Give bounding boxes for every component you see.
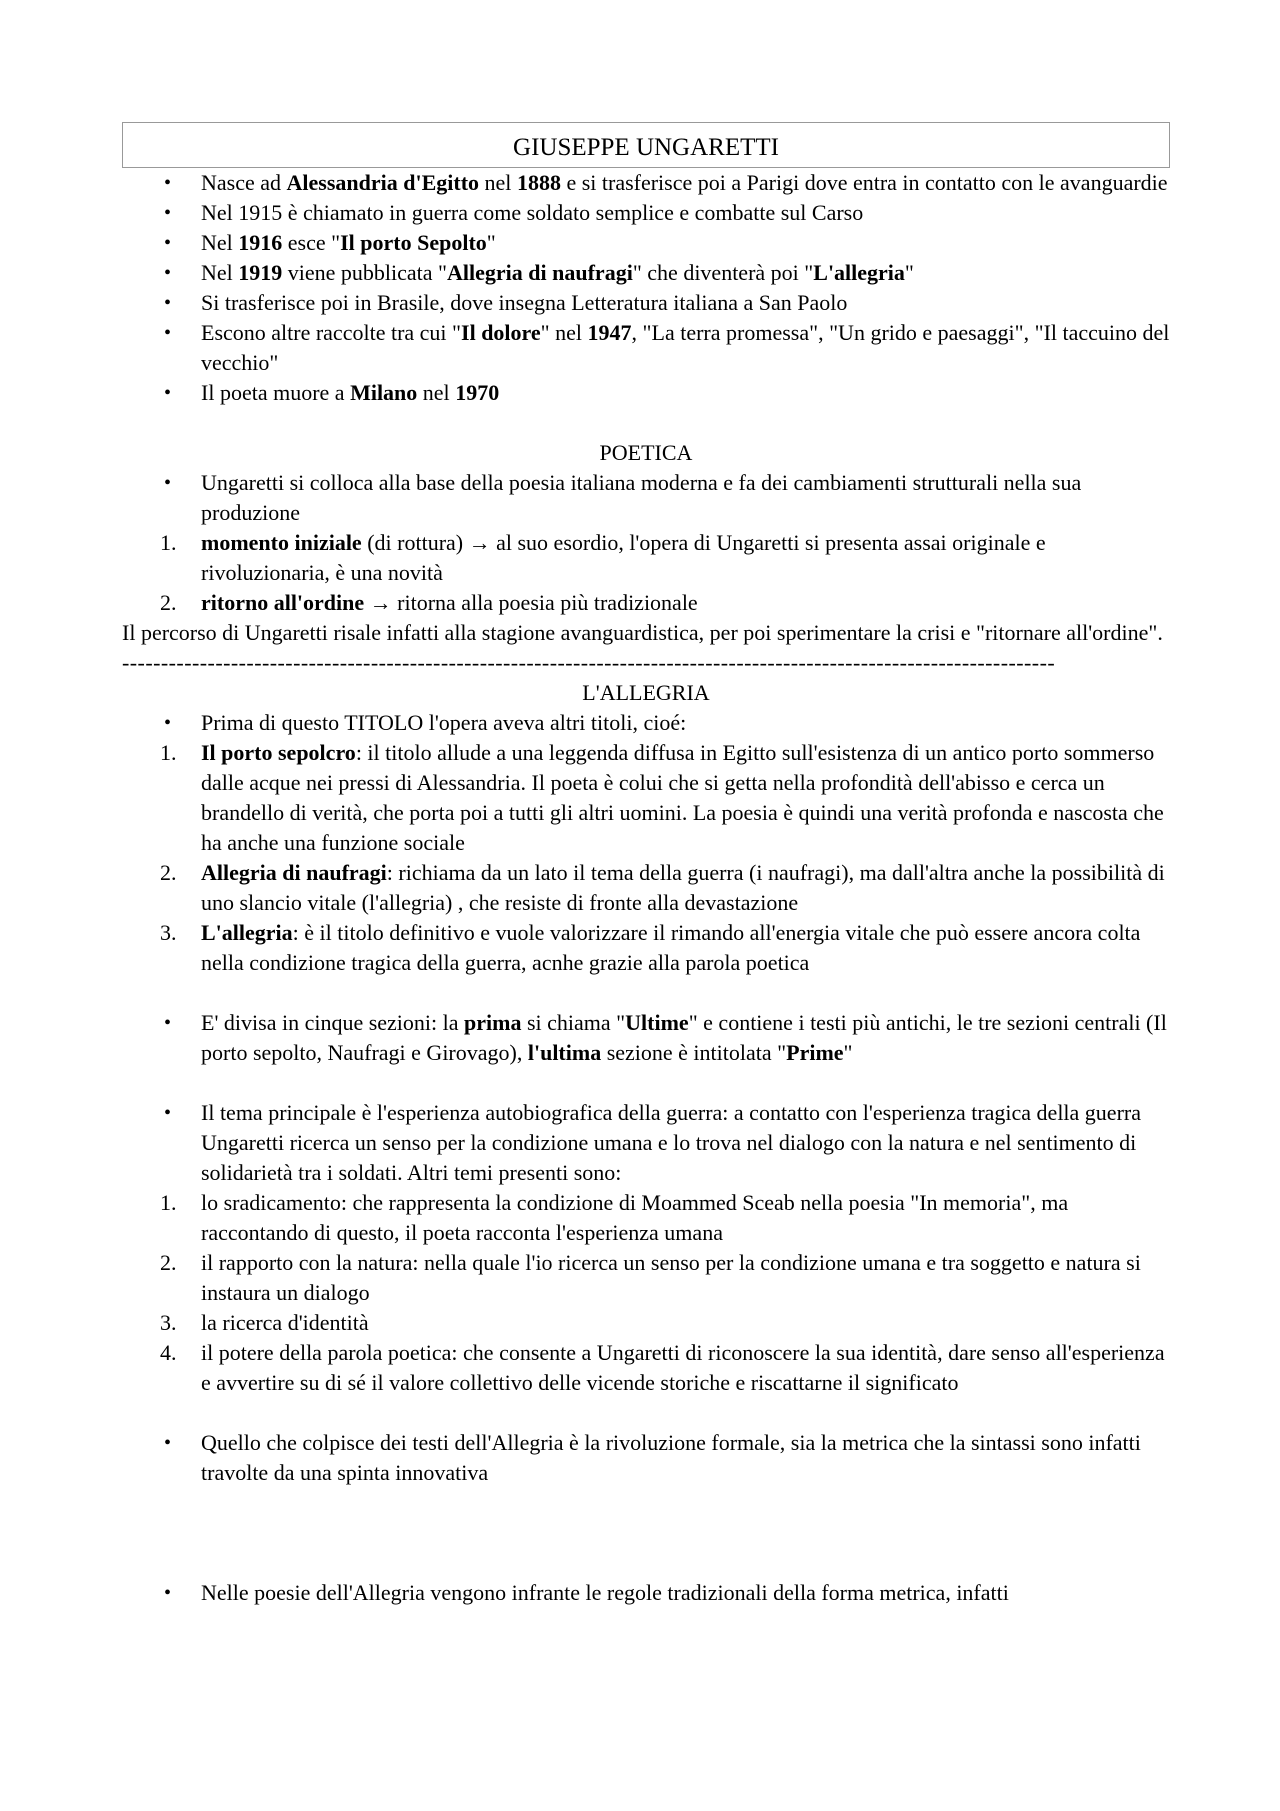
text-run: si chiama " xyxy=(521,1010,626,1035)
bold-text: 1970 xyxy=(455,380,500,405)
list-item xyxy=(122,228,1170,258)
bold-text: Ultime xyxy=(625,1010,689,1035)
allegria-form-list xyxy=(122,1428,1170,1488)
allegria-titles-list xyxy=(122,738,1170,978)
list-item xyxy=(122,378,1170,408)
numbered-item xyxy=(122,918,1170,978)
bold-text: L'allegria xyxy=(813,260,905,285)
text-run: " xyxy=(843,1040,853,1065)
numbered-item xyxy=(122,1248,1170,1308)
bold-text: Il porto Sepolto xyxy=(340,230,487,255)
list-number: 2. xyxy=(160,860,177,885)
allegria-intro-list xyxy=(122,708,1170,738)
text-run: : richiama da un lato il tema della guerra (i naufragi), ma dall'altra anche la possibilità di uno slancio vitale (l'allegria) , che resiste di fronte alla devastazione xyxy=(201,860,1165,915)
text-run: Il tema principale è l'esperienza autobiografica della guerra: a contatto con l'esperienza tragica della guerra Ungaretti ricerca un senso per la condizione umana e lo trova nel dialogo con la natura e nel sentimento di solidarietà tra i soldati. Altri temi presenti sono: xyxy=(201,1100,1141,1185)
poetica-steps-list xyxy=(122,528,1170,618)
list-item xyxy=(122,1578,1170,1608)
text-run: Escono altre raccolte tra cui " xyxy=(201,320,462,345)
bio-list xyxy=(122,168,1170,408)
poetica-paragraph: Il percorso di Ungaretti risale infatti alla stagione avanguardistica, per poi sperimentare la crisi e "ritornare all'ordine". xyxy=(122,620,1163,645)
bullet-icon: • xyxy=(164,292,172,314)
list-number: 1. xyxy=(160,530,177,555)
bullet-icon: • xyxy=(164,322,172,344)
list-item xyxy=(122,168,1170,198)
list-number: 2. xyxy=(160,590,177,615)
bullet-icon: • xyxy=(164,232,172,254)
text-run: → ritorna alla poesia più tradizionale xyxy=(364,590,698,615)
numbered-item xyxy=(122,528,1170,588)
text-run: lo sradicamento: che rappresenta la condizione di Moammed Sceab nella poesia "In memoria", ma raccontando di questo, il poeta racconta l'esperienza umana xyxy=(201,1190,1069,1245)
text-run: " che diventerà poi " xyxy=(632,260,814,285)
text-run: E' divisa in cinque sezioni: la xyxy=(201,1010,465,1035)
list-number: 3. xyxy=(160,1310,177,1335)
list-item xyxy=(122,258,1170,288)
text-run: Nasce ad xyxy=(201,170,287,195)
list-item xyxy=(122,708,1170,738)
bullet-icon: • xyxy=(164,1432,172,1454)
list-item xyxy=(122,288,1170,318)
numbered-item xyxy=(122,1308,1170,1338)
text-run: " xyxy=(904,260,914,285)
bullet-icon: • xyxy=(164,472,172,494)
text-run: Nel xyxy=(201,230,239,255)
text-run: " e contiene i testi più antichi, le tre sezioni centrali (Il porto sepolto, Naufragi e Girovago), xyxy=(201,1010,1167,1065)
text-run: (di rottura) → al suo esordio, l'opera di Ungaretti si presenta assai originale e rivoluzionaria, è una novità xyxy=(201,530,1046,585)
text-run: il potere della parola poetica: che consente a Ungaretti di riconoscere la sua identità, dare senso all'esperienza e avvertire su di sé il valore collettivo delle vicende storiche e riscattarne il significato xyxy=(201,1340,1165,1395)
text-run: Nel xyxy=(201,260,239,285)
text-run: e si trasferisce poi a Parigi dove entra in contatto con le avanguardie xyxy=(560,170,1168,195)
bold-text: Allegria di naufragi xyxy=(201,860,387,885)
text-run: sezione è intitolata " xyxy=(601,1040,787,1065)
bold-text: Allegria di naufragi xyxy=(447,260,633,285)
text-run: Nel 1915 è chiamato in guerra come soldato semplice e combatte sul Carso xyxy=(201,200,864,225)
bold-text: Prime xyxy=(786,1040,844,1065)
list-number: 3. xyxy=(160,920,177,945)
numbered-item xyxy=(122,588,1170,618)
section-heading-poetica: POETICA xyxy=(599,440,693,465)
bold-text: 1919 xyxy=(238,260,283,285)
allegria-themes-list xyxy=(122,1188,1170,1398)
bullet-icon: • xyxy=(164,1582,172,1604)
text-run: : il titolo allude a una leggenda diffusa in Egitto sull'esistenza di un antico porto sommerso dalle acque nei pressi di Alessandria. Il poeta è colui che si getta nella profondità dell'abisso e cerca un brandello di verità, che porta poi a tutti gli altri uomini. La poesia è quindi una verità profonda e nascosta che ha anche una funzione sociale xyxy=(201,740,1164,855)
bullet-icon: • xyxy=(164,1012,172,1034)
poetica-bullet-list xyxy=(122,468,1170,528)
text-run: la ricerca d'identità xyxy=(201,1310,369,1335)
text-run: " nel xyxy=(540,320,588,345)
list-item xyxy=(122,318,1170,378)
text-run: nel xyxy=(417,380,456,405)
list-item xyxy=(122,468,1170,528)
numbered-item xyxy=(122,1188,1170,1248)
bold-text: ritorno all'ordine xyxy=(201,590,365,615)
numbered-item xyxy=(122,858,1170,918)
document-title: GIUSEPPE UNGARETTI xyxy=(122,122,1170,168)
bold-text: 1888 xyxy=(516,170,561,195)
numbered-item xyxy=(122,1338,1170,1398)
bold-text: l'ultima xyxy=(527,1040,602,1065)
list-number: 4. xyxy=(160,1340,177,1365)
allegria-sections-list xyxy=(122,1008,1170,1068)
text-run: Il poeta muore a xyxy=(201,380,351,405)
text-run: Ungaretti si colloca alla base della poesia italiana moderna e fa dei cambiamenti strutturali nella sua produzione xyxy=(201,470,1082,525)
bold-text: Alessandria d'Egitto xyxy=(286,170,480,195)
section-heading-allegria: L'ALLEGRIA xyxy=(582,680,710,705)
text-run: il rapporto con la natura: nella quale l'io ricerca un senso per la condizione umana e tra soggetto e natura si instaura un dialogo xyxy=(201,1250,1141,1305)
list-number: 1. xyxy=(160,1190,177,1215)
text-run: viene pubblicata " xyxy=(282,260,448,285)
bullet-icon: • xyxy=(164,382,172,404)
text-run: nel xyxy=(479,170,517,195)
text-run: Quello che colpisce dei testi dell'Allegria è la rivoluzione formale, sia la metrica che la sintassi sono infatti travolte da una spinta innovativa xyxy=(201,1430,1141,1485)
allegria-metric-list xyxy=(122,1578,1170,1608)
list-number: 2. xyxy=(160,1250,177,1275)
text-run: Si trasferisce poi in Brasile, dove insegna Letteratura italiana a San Paolo xyxy=(201,290,848,315)
allegria-theme-list xyxy=(122,1098,1170,1188)
bullet-icon: • xyxy=(164,712,172,734)
text-run: Nelle poesie dell'Allegria vengono infrante le regole tradizionali della forma metrica, infatti xyxy=(201,1580,1009,1605)
text-run: : è il titolo definitivo e vuole valorizzare il rimando all'energia vitale che può essere ancora colta nella condizione tragica della guerra, acnhe grazie alla parola poetica xyxy=(201,920,1141,975)
dashed-divider: ------------------------------------------------------------------------------------------------------------------------ xyxy=(122,650,1056,675)
text-run: " xyxy=(486,230,496,255)
list-number: 1. xyxy=(160,740,177,765)
bullet-icon: • xyxy=(164,172,172,194)
bold-text: 1916 xyxy=(238,230,283,255)
bold-text: 1947 xyxy=(587,320,632,345)
bullet-icon: • xyxy=(164,202,172,224)
document-page xyxy=(122,122,1170,1608)
text-run: Prima di questo TITOLO l'opera aveva altri titoli, cioé: xyxy=(201,710,687,735)
bullet-icon: • xyxy=(164,1102,172,1124)
numbered-item xyxy=(122,738,1170,858)
bold-text: prima xyxy=(464,1010,522,1035)
list-item xyxy=(122,1008,1170,1068)
bold-text: L'allegria xyxy=(201,920,293,945)
bold-text: Il dolore xyxy=(461,320,541,345)
text-run: , "La terra promessa", "Un grido e paesaggi", "Il taccuino del vecchio" xyxy=(201,320,1170,375)
list-item xyxy=(122,1098,1170,1188)
bold-text: Milano xyxy=(350,380,418,405)
list-item xyxy=(122,198,1170,228)
list-item xyxy=(122,1428,1170,1488)
bullet-icon: • xyxy=(164,262,172,284)
bold-text: momento iniziale xyxy=(201,530,362,555)
text-run: esce " xyxy=(282,230,341,255)
bold-text: Il porto sepolcro xyxy=(201,740,356,765)
